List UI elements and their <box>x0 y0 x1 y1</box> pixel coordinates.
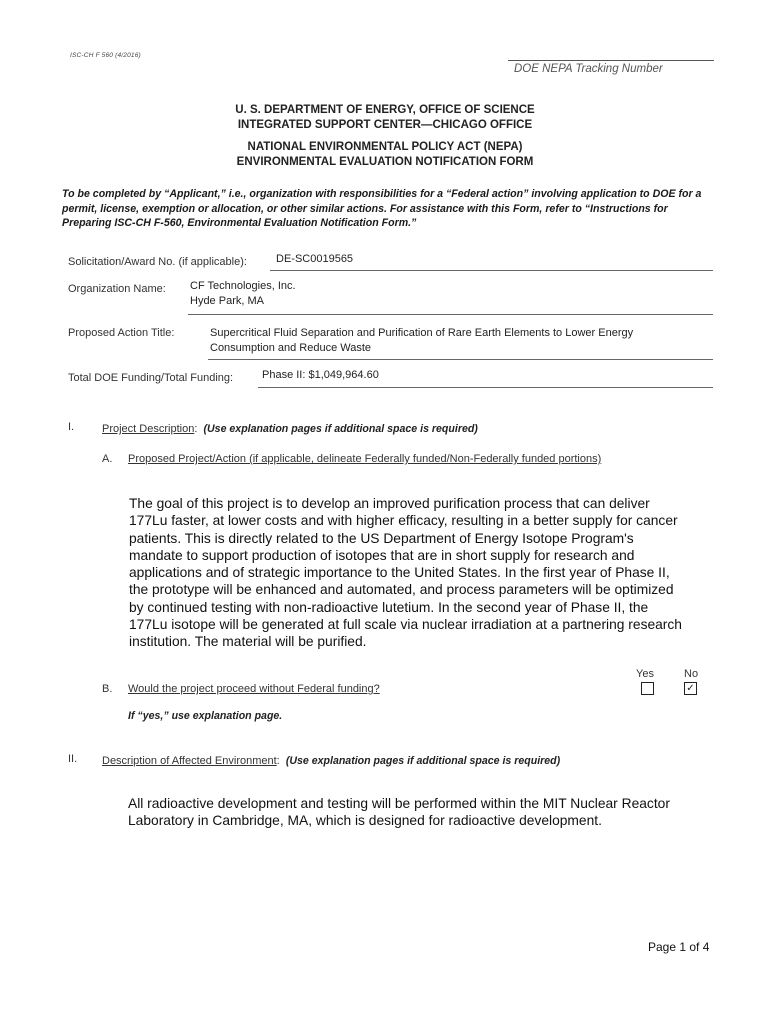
project-description-line: patients. This is directly related to the US Department of Energy Isotope Program's <box>129 530 634 546</box>
funding-value: Phase II: $1,049,964.60 <box>262 369 379 381</box>
funding-label: Total DOE Funding/Total Funding: <box>68 372 234 384</box>
header-agency: U. S. DEPARTMENT OF ENERGY, OFFICE OF SCIENCE <box>235 104 535 116</box>
section-1-heading: Project Description: (Use explanation pages if additional space is required) <box>102 423 478 435</box>
no-checkbox[interactable] <box>684 682 697 695</box>
section-1-title: Project Description <box>102 423 195 435</box>
action-title-line <box>208 359 713 360</box>
section-2-heading: Description of Affected Environment: (Use explanation pages if additional space is required) <box>102 755 561 767</box>
affected-environment-description <box>128 795 728 830</box>
organization-label: Organization Name: <box>68 283 166 295</box>
organization-location: Hyde Park, MA <box>190 295 264 307</box>
affected-environment-line: Laboratory in Cambridge, MA, which is designed for radioactive development. <box>128 813 602 829</box>
project-description-line: 177Lu faster, at lower costs and with higher efficacy, resulting in a better supply for cancer <box>129 513 678 529</box>
section-1b-note: If “yes,” use explanation page. <box>128 710 283 722</box>
section-1b-question: Would the project proceed without Federal funding? <box>128 683 380 695</box>
yes-column-label: Yes <box>636 668 654 680</box>
project-description-line: by continued testing with non-radioactive lutetium. In the second year of Phase II, the <box>129 599 649 615</box>
header-office: INTEGRATED SUPPORT CENTER—CHICAGO OFFICE <box>237 119 533 131</box>
section-1b-letter: B. <box>102 683 113 695</box>
action-title-line2: Consumption and Reduce Waste <box>210 342 372 354</box>
project-description <box>129 495 729 651</box>
section-1a-title: Proposed Project/Action (if applicable, delineate Federally funded/Non-Federally funded portions) <box>128 453 602 465</box>
project-description-line: mandate to support production of isotopes that are in short supply for research and <box>129 547 635 563</box>
project-description-line: 177Lu isotope will be generated at full scale via nuclear irradiation at a partnering research <box>129 617 682 633</box>
tracking-number-line <box>508 60 714 61</box>
affected-environment-line: All radioactive development and testing will be performed within the MIT Nuclear Reactor <box>128 796 670 811</box>
solicitation-value: DE-SC0019565 <box>276 253 354 265</box>
yes-checkbox[interactable] <box>641 682 654 695</box>
no-check-mark: ✓ <box>686 683 695 694</box>
project-description-line: The goal of this project is to develop an improved purification process that can deliver <box>129 496 650 511</box>
funding-line <box>258 387 713 388</box>
solicitation-label: Solicitation/Award No. (if applicable): <box>68 256 247 268</box>
section-1-note: (Use explanation pages if additional space is required) <box>203 423 478 435</box>
project-description-line: the prototype will be enhanced and automated, and process parameters will be optimized <box>129 582 674 598</box>
no-column-label: No <box>684 668 699 680</box>
action-title-label: Proposed Action Title: <box>68 327 175 339</box>
page-number: Page 1 of 4 <box>648 940 710 954</box>
section-1a-letter: A. <box>102 453 113 465</box>
section-2-title: Description of Affected Environment <box>102 755 277 767</box>
form-id: ISC-CH F 560 (4/2016) <box>70 52 141 59</box>
section-2-note: (Use explanation pages if additional space is required) <box>285 755 561 767</box>
header-form-name: ENVIRONMENTAL EVALUATION NOTIFICATION FORM <box>236 156 534 168</box>
header-act: NATIONAL ENVIRONMENTAL POLICY ACT (NEPA) <box>247 141 523 153</box>
section-2-numeral: II. <box>68 753 78 765</box>
project-description-line: institution. The material will be purified. <box>129 634 367 650</box>
section-1-numeral: I. <box>68 421 75 433</box>
solicitation-line <box>270 270 713 271</box>
organization-line <box>188 314 713 315</box>
intro-instructions: To be completed by “Applicant,” i.e., organization with responsibilities for a “Federal action” involving application to DOE for a permit, license, exemption or allocation, or other similar actions. For assistance with this Form, refer to “Instructions for Preparing ISC-CH F-560, Environmental Evaluation Notification Form.” <box>62 188 702 229</box>
organization-name: CF Technologies, Inc. <box>190 280 296 292</box>
tracking-number-label: DOE NEPA Tracking Number <box>514 63 663 75</box>
project-description-line: applications and of strategic importance to the United States. In the first year of Phase II, <box>129 565 670 581</box>
action-title-line1: Supercritical Fluid Separation and Purification of Rare Earth Elements to Lower Energy <box>210 327 634 339</box>
